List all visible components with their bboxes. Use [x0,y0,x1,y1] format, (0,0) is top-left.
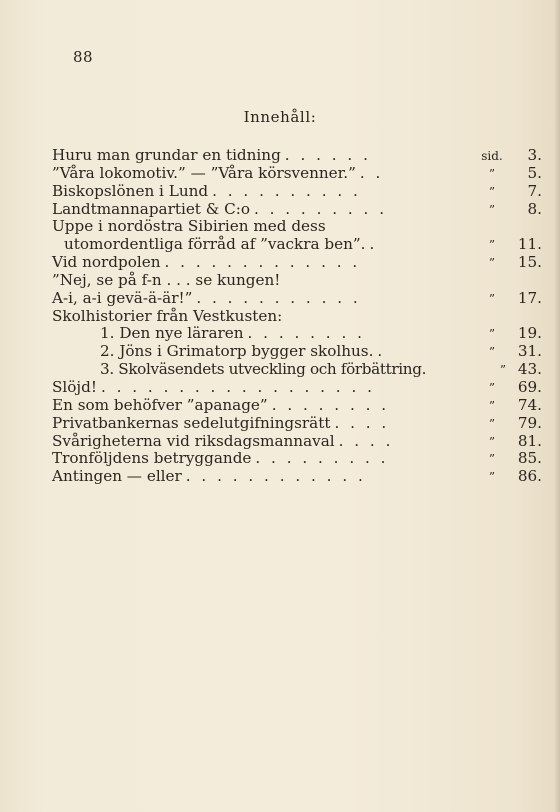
toc-entry [52,450,542,468]
toc-entry [52,272,542,290]
toc-entry [52,308,542,326]
toc-page-prefix: ” [488,327,496,342]
toc-dot-leader: . . . . . . . . . . . . . . . . . . [100,378,375,396]
toc-dot-leader: . . . . . . . . . . . [196,289,361,307]
toc-dot-leader: . . . . . . . . . [253,200,388,218]
toc-page-prefix: ” [488,380,496,395]
toc-page-prefix: ” [488,452,496,467]
toc-page-number: 79. [517,413,542,432]
toc-entry [52,290,542,308]
toc-page-number: 85. [517,449,542,468]
toc-page-prefix: ” [488,416,496,431]
toc-entry [52,343,542,361]
toc-entry [52,361,542,379]
toc-page-number: 7. [527,181,542,200]
toc-page-number: 17. [517,288,542,307]
toc-page-prefix: ” [488,238,496,253]
toc-entry-title: Biskopslönen i Lund [52,181,209,200]
toc-page-prefix: ” [488,398,496,413]
toc-entry-title: A-i, a-i gevä-ä-är!” [52,288,193,307]
toc-page-number: 74. [517,395,542,414]
toc-page-prefix: ” [488,184,496,199]
toc-dot-leader: . . . . . . . . . . . . . [164,254,361,272]
toc-page-number: 5. [527,163,542,182]
toc-entry-title: Huru man grundar en tidning [52,146,281,164]
toc-entry-title: Antingen — eller [52,467,182,486]
toc-entry-title: Landtmannapartiet & C:o [52,199,250,218]
toc-dot-leader: . [377,343,386,361]
toc-entry-title: Vid nordpolen [52,253,161,272]
table-of-contents [52,147,542,486]
toc-dot-leader: . . . . . . . . . . . . [185,468,366,486]
toc-page-number: 8. [527,199,542,218]
toc-page-prefix: ” [488,291,496,306]
toc-page-prefix: ” [488,166,496,181]
toc-dot-leader: . . . . . . . . [247,325,365,343]
toc-dot-leader: . [369,236,378,254]
toc-entry [52,254,542,272]
toc-entry [52,433,542,451]
toc-heading: Innehåll: [243,108,317,126]
toc-entry [52,183,542,201]
toc-page-prefix: ” [488,202,496,217]
toc-page-prefix: ” [499,363,507,378]
toc-dot-leader: . . . . . . . . [271,396,390,414]
toc-entry-title: Tronföljdens betryggande [52,449,252,468]
toc-page-prefix: ” [488,345,496,360]
toc-page-number: 43. [517,360,542,379]
toc-entry [52,415,542,433]
toc-entry [52,147,542,165]
toc-entry-title: Privatbankernas sedelutgifningsrätt [52,413,331,432]
toc-dot-leader: . . . . . . [284,147,371,164]
toc-entry-title: Uppe i nordöstra Sibirien med dess [52,217,326,236]
toc-entry [52,236,542,254]
toc-page-number: 3. [527,146,542,164]
toc-entry-title: 1. Den nye läraren [100,324,244,343]
page-number: 88 [73,48,94,66]
toc-page-number: 81. [517,431,542,450]
toc-page-number: 31. [517,342,542,361]
toc-entry [52,165,542,183]
toc-page-number: 15. [517,253,542,272]
toc-entry [52,218,542,236]
toc-entry [52,468,542,486]
toc-entry [52,325,542,343]
toc-page-prefix: ” [488,256,496,271]
toc-page-number: 86. [517,467,542,486]
toc-page-number: 11. [517,235,542,254]
toc-page-number: 69. [517,377,542,396]
toc-page-prefix: sid. [481,149,503,163]
toc-dot-leader: . . [359,164,384,182]
toc-entry-title: En som behöfver ”apanage” [52,395,268,414]
toc-entry-title: ”Nej, se på f-n . . . se kungen! [52,270,281,289]
toc-entry [52,397,542,415]
toc-dot-leader: . . . . . . . . . . [212,182,361,200]
toc-entry [52,201,542,219]
toc-entry-title: 3. Skolväsendets utveckling och förbättring. [100,360,427,379]
toc-entry-title: utomordentliga förråd af ”vackra ben”. [64,235,366,254]
toc-entry-title: 2. Jöns i Grimatorp bygger skolhus. [100,342,374,361]
toc-entry-title: Svårigheterna vid riksdagsmannaval [52,431,335,450]
toc-dot-leader: . . . . [334,414,390,432]
toc-dot-leader: . . . . . . . . . [255,450,389,468]
toc-page-number: 19. [517,324,542,343]
toc-page-prefix: ” [488,434,496,449]
toc-entry-title: ”Våra lokomotiv.” — ”Våra körsvenner.” [52,163,356,182]
toc-entry [52,379,542,397]
toc-entry-title: Slöjd! [52,377,97,396]
toc-entry-title: Skolhistorier från Vestkusten: [52,306,283,325]
toc-page-prefix: ” [488,470,496,485]
toc-dot-leader: . . . . [338,432,394,450]
